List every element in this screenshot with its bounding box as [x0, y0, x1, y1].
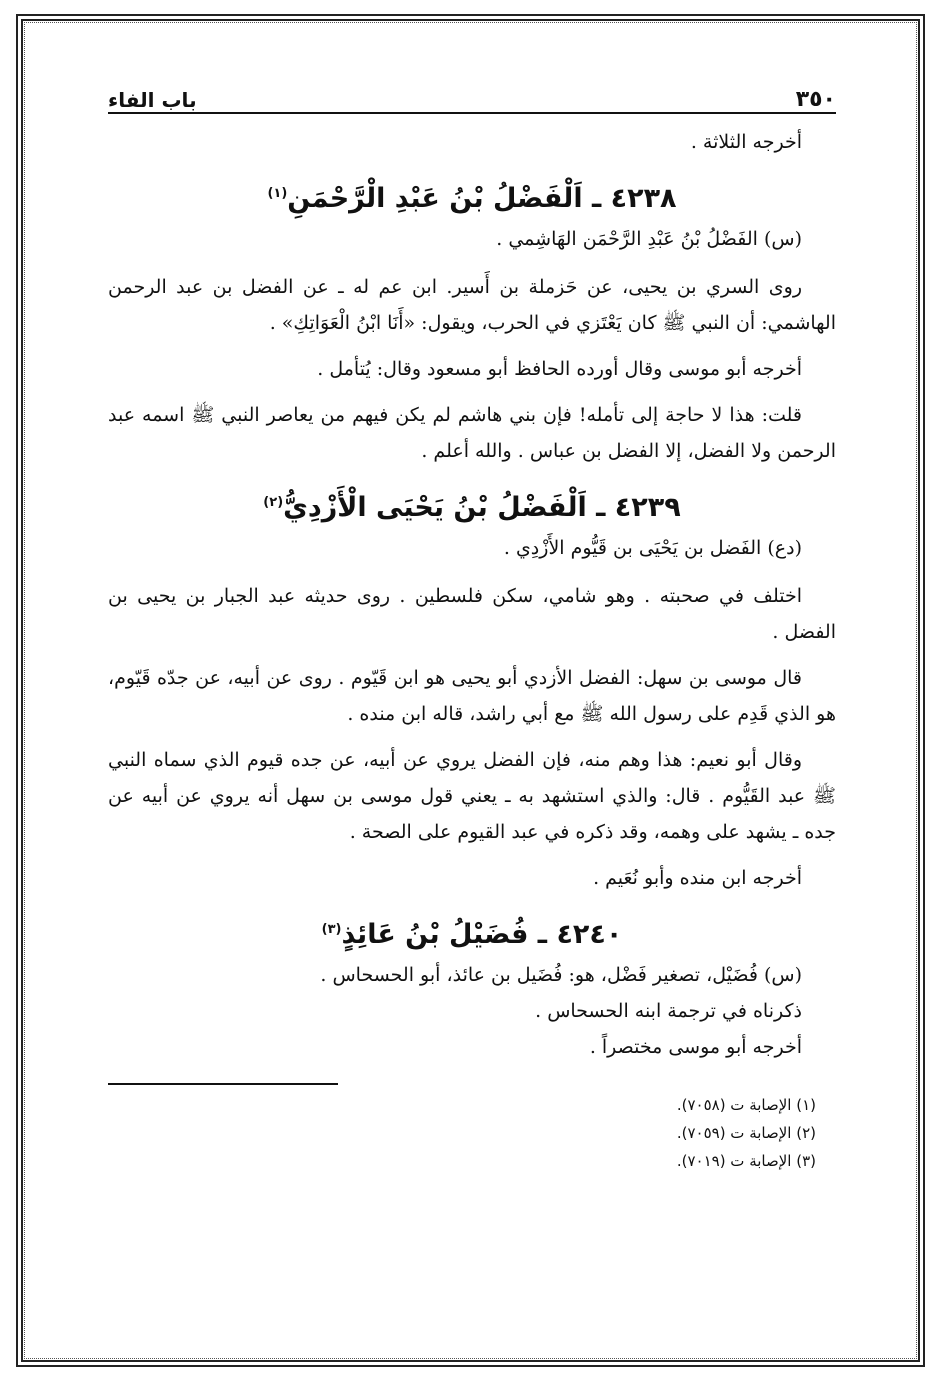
footnote-divider [108, 1083, 338, 1085]
paragraph: (س) فُضَيْل، تصغير فَضْل، هو: فُضَيل بن عائذ، أبو الحسحاس . [320, 964, 802, 986]
entry-title: ٤٢٤٠ ـ فُضَيْلُ بْنُ عَائِذٍ [341, 919, 623, 950]
paragraph: (س) الفَضْلُ بْنُ عَبْدِ الرَّحْمَن الهَاشِمي . [496, 228, 802, 250]
footnote: (١) الإصابة ت (٧٠٥٨). [676, 1096, 816, 1114]
entry-heading [108, 485, 836, 526]
page-header [108, 78, 836, 114]
paragraph: أخرجه أبو موسى وقال أورده الحافظ أبو مسعود وقال: يُتأمل . [317, 358, 802, 380]
footnote-ref: (١) [267, 186, 288, 201]
footnote: (٢) الإصابة ت (٧٠٥٩). [676, 1124, 816, 1142]
paragraph: روى السري بن يحيى، عن حَزملة بن أَسير. ابن عم له ـ عن الفضل بن عبد الرحمن الهاشمي: أن النبي ﷺ كان يَعْتَزي في الحرب، ويقول: «أَنَا ابْنُ الْعَوَاتِكِ» . [108, 276, 836, 334]
paragraph: اختلف في صحبته . وهو شامي، سكن فلسطين . روى حديثه عبد الجبار بن يحيى بن الفضل . [108, 585, 836, 643]
entry-title: ٤٢٣٨ ـ اَلْفَضْلُ بْنُ عَبْدِ الْرَّحْمَنِ [287, 183, 677, 214]
paragraph: أخرجه ابن منده وأبو نُعَيم . [593, 867, 802, 889]
paragraph: أخرجه الثلاثة . [690, 131, 802, 153]
paragraph: وقال أبو نعيم: هذا وهم منه، فإن الفضل يروي عن أبيه، عن جده قيوم الذي سماه النبي ﷺ عبد القَيُّوم . قال: والذي استشهد به ـ يعني قول موسى بن سهل أنه يروي عن أبيه عن جده ـ يشهد على وهمه، وقد ذكره في عبد القيوم على الصحة . [108, 749, 836, 843]
page-number: ٣٥٠ [795, 87, 836, 112]
footnote-ref: (٣) [321, 922, 342, 937]
entry-heading [108, 912, 836, 953]
main-text [108, 124, 836, 1065]
footnote-ref: (٢) [263, 495, 284, 510]
entry-title: ٤٢٣٩ ـ اَلْفَضْلُ بْنُ يَحْيَى الْأَزْدِيُّ [283, 492, 681, 523]
paragraph: قلت: هذا لا حاجة إلى تأمله! فإن بني هاشم لم يكن فيهم من يعاصر النبي ﷺ اسمه عبد الرحمن ولا الفضل، إلا الفضل بن عباس . والله أعلم . [108, 404, 836, 462]
paragraph: قال موسى بن سهل: الفضل الأزدي أبو يحيى هو ابن قَيّوم . روى عن أبيه، عن جدّه قَيّوم، هو الذي قَدِم على رسول الله ﷺ مع أبي راشد، قاله ابن منده . [108, 667, 836, 725]
footnotes [108, 1091, 836, 1175]
chapter-title: باب الفاء [108, 88, 197, 112]
footnote: (٣) الإصابة ت (٧٠١٩). [676, 1152, 816, 1170]
paragraph: (دع) الفَضل بن يَحْيَى بن قَيُّوم الأَزْدِي . [503, 537, 802, 559]
paragraph: ذكرناه في ترجمة ابنه الحسحاس . [535, 1000, 802, 1022]
book-page [108, 78, 836, 1318]
entry-heading [108, 176, 836, 217]
paragraph: أخرجه أبو موسى مختصراً . [589, 1036, 802, 1058]
